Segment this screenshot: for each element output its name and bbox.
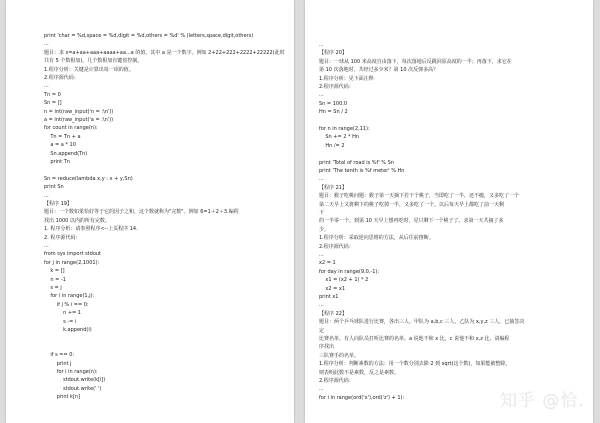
text-line: stdout.write(' ') bbox=[44, 385, 102, 392]
text-line: k.append(i) bbox=[44, 327, 92, 333]
text-line: 序找出 bbox=[319, 344, 335, 351]
text-line: 题目：一个数如果恰好等于它的因子之和，这个数就称为"完数"。例如 6=1＋2＋3.编程 bbox=[44, 209, 239, 216]
text-line: x1 = (x2 + 1) * 2 bbox=[319, 277, 369, 284]
text-line: print 'The tenth is %f meter' % Hn bbox=[319, 168, 405, 174]
text-line: ... bbox=[44, 192, 49, 199]
text-line: 找出 1000 以内的所有完数。 bbox=[44, 217, 110, 224]
text-line: print x1 bbox=[319, 294, 339, 300]
text-line: Hn /= 2 bbox=[319, 142, 345, 149]
text-line: 【程序 21】 bbox=[319, 184, 347, 191]
text-line: Sn += 2 * Hn bbox=[319, 134, 360, 141]
zhihu-watermark: 知乎 @恰. bbox=[500, 391, 585, 411]
text-line: 【程序 19】 bbox=[44, 201, 72, 207]
text-line: print Sn bbox=[44, 184, 64, 191]
text-line: k = [] bbox=[44, 268, 65, 275]
text-line: from sys import stdout bbox=[44, 251, 102, 258]
text-line: 第 10 次落地时，共经过多少米？第 10 次反弹多高？ bbox=[319, 67, 439, 74]
text-line: for count in range(n): bbox=[44, 125, 98, 132]
text-line: 1.程序分析：见下面注释 bbox=[319, 75, 374, 82]
text-line: Sn = [] bbox=[44, 100, 62, 107]
text-line: if s == 0: bbox=[44, 352, 75, 359]
text-line: 定 bbox=[319, 327, 325, 334]
text-line: for i in range(ord('x'),ord('z') + 1): bbox=[319, 394, 405, 401]
text-line: 2. 程序源代码： bbox=[44, 234, 81, 241]
text-line: ... bbox=[319, 302, 324, 309]
text-line: 【程序 20】 bbox=[319, 50, 347, 57]
text-line: ... bbox=[319, 176, 324, 183]
text-line: ... bbox=[319, 92, 324, 99]
text-line: 2.程序源代码： bbox=[44, 75, 79, 81]
text-line: print j bbox=[44, 360, 72, 367]
text-line: Sn.append(Tn) bbox=[44, 150, 88, 157]
text-line: print 'Total of road is %f' % Sn bbox=[319, 159, 394, 166]
text-line: 1. 程序分析：请参照程序<--上页程序 14. bbox=[44, 226, 138, 233]
text-line: print 'char = %d,space = %d,digit = %d,others = %d' % (letters,space,digit,others) bbox=[44, 33, 254, 39]
text-line: 少。 bbox=[319, 226, 330, 233]
text-line: print k[n] bbox=[44, 394, 81, 401]
text-line: 2.程序源代码： bbox=[319, 243, 354, 250]
text-line: ... bbox=[44, 83, 49, 90]
text-line: for j in range(2,1001): bbox=[44, 259, 100, 266]
text-line: n += 1 bbox=[44, 310, 81, 317]
text-line: ... bbox=[319, 42, 324, 48]
text-line: stdout.write(k[i]) bbox=[44, 377, 106, 384]
text-line: x2 = 1 bbox=[319, 260, 336, 267]
text-line: 题目：猴子吃桃问题：猴子第一天摘下若干个桃子，当即吃了一半，还不瘾，又多吃了一个 bbox=[319, 193, 520, 200]
text-line: s = j bbox=[44, 285, 62, 291]
text-line: 则表明此数不是素数，反之是素数。 bbox=[319, 369, 400, 376]
text-line: n = -1 bbox=[44, 276, 66, 283]
text-line: for n in range(2,11): bbox=[319, 126, 370, 132]
left-page bbox=[6, 0, 294, 423]
text-line: ... bbox=[44, 41, 49, 48]
text-line: 的一半零一个。到第 10 天早上想再吃时，见只剩下一个桃子了。求第一天共摘了多 bbox=[319, 218, 504, 225]
text-line: Sn = reduce(lambda x,y : x + y,Sn) bbox=[44, 175, 133, 182]
text-line: 三队赛手的名单。 bbox=[319, 352, 360, 359]
text-line: 题目：两个乒乓球队进行比赛，各出三人。甲队为 a,b,c 三人，乙队为 x,y,z 三人。已抽签决 bbox=[319, 319, 525, 326]
text-line: 1.程序分析：关键是计算出每一项的值。 bbox=[44, 66, 134, 73]
right-page bbox=[305, 0, 593, 423]
text-line: 第二天早上又将剩下的桃子吃掉一半，又多吃了一个。以后每天早上都吃了前一天剩 bbox=[319, 201, 505, 208]
text-line: s -= i bbox=[44, 318, 77, 325]
text-line: Tn = Tn + a bbox=[44, 133, 81, 140]
text-line: Tn = 0 bbox=[44, 91, 61, 98]
text-line: for i in range(1,j): bbox=[44, 293, 95, 300]
text-line: for i in range(n): bbox=[44, 369, 98, 375]
text-line: ... bbox=[319, 252, 324, 258]
text-line: x2 = x1 bbox=[319, 285, 346, 292]
text-line: 题目：求 s=a+aa+aaa+aaaa+aa...a 的值，其中 a 是一个数字。例如 2+22+222+2222+22222(此时 bbox=[44, 49, 285, 56]
text-line: a = a * 10 bbox=[44, 142, 76, 149]
text-line: n = int(raw_input('n = :\n')) bbox=[44, 108, 114, 115]
text-line: a = int(raw_input('a = :\n')) bbox=[44, 117, 114, 123]
text-line: 1.程序分析：采取逆向思维的方法，从后往前推断。 bbox=[319, 235, 434, 242]
text-line: 1.程序分析：判断素数的方法：用一个数分别去除 2 到 sqrt(这个数)，如果能被整除， bbox=[319, 361, 511, 368]
text-line: 题目：一球从 100 米高度自由落下，每次落地后反跳回原高度的一半；再落下，求它在 bbox=[319, 58, 512, 65]
text-line: Hn = Sn / 2 bbox=[319, 109, 348, 116]
text-line: 2.程序源代码： bbox=[319, 378, 354, 384]
text-line: if j % i == 0: bbox=[44, 301, 89, 308]
text-line: ... bbox=[319, 386, 324, 393]
text-line: print Tn bbox=[44, 159, 70, 165]
text-line: 比赛名单。有人向队员打听比赛的名单。a 说他不和 x 比，c 说他不和 x,z 比，请编程 bbox=[319, 336, 510, 342]
text-line: 共有 5 个数相加)，几个数相加有键盘控制。 bbox=[44, 58, 143, 65]
text-line: Sn = 100.0 bbox=[319, 100, 348, 107]
text-line: 2.程序源代码： bbox=[319, 84, 354, 90]
text-line: 下 bbox=[319, 210, 325, 216]
text-line: ... bbox=[44, 243, 49, 249]
text-line: for day in range(9,0,-1): bbox=[319, 268, 380, 275]
text-line: 【程序 22】 bbox=[319, 310, 347, 317]
